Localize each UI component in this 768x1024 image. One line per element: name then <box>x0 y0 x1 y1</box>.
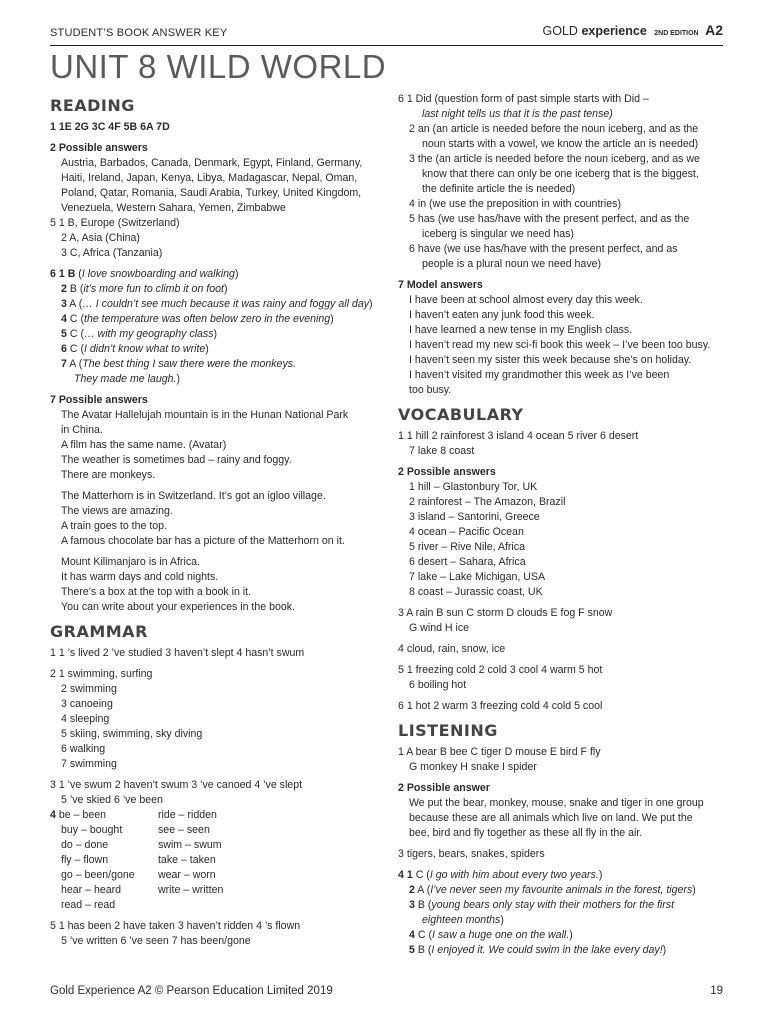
vocabulary-q5-line: 5 1 freezing cold 2 cold 3 cool 4 warm 5 hot <box>398 664 603 676</box>
grammar-q7-label: 7 Model answers <box>398 279 483 291</box>
vocabulary-q2-item: 8 coast – Jurassic coast, UK <box>409 586 543 598</box>
reading-q7-line: in China. <box>61 424 103 436</box>
grammar-q7-line: I haven’t seen my sister this week because she’s on holiday. <box>409 354 692 366</box>
vocabulary-q3-line: G wind H ice <box>409 622 470 634</box>
listening-q3: 3 tigers, bears, snakes, spiders <box>398 848 545 860</box>
reading-q7-line: A film has the same name. (Avatar) <box>61 439 227 451</box>
grammar-q6-item-cont: last night tells us that it is the past tense) <box>422 108 613 120</box>
reading-q7-line: There’s a box at the top with a book in it. <box>61 586 252 598</box>
reading-q7-line: You can write about your experiences in the book. <box>61 601 295 613</box>
listening-heading: LISTENING <box>398 721 498 740</box>
grammar-q3-line: 3 1 ’ve swum 2 haven’t swum 3 ’ve canoed 4 ’ve slept <box>50 779 303 791</box>
listening-q2-label: 2 Possible answer <box>398 782 490 794</box>
grammar-q7-line: I have been at school almost every day this week. <box>409 294 643 306</box>
reading-q6-item: 6 C (I didn’t know what to write) <box>61 343 209 355</box>
reading-q7-line: The views are amazing. <box>61 505 173 517</box>
grammar-q7-line: I haven’t visited my grandmother this week as I’ve been <box>409 369 670 381</box>
reading-q6-item: 7 A (The best thing I saw there were the monkeys. <box>61 358 296 370</box>
verb-form: do – done <box>61 839 109 851</box>
brand-gold: GOLD <box>542 24 578 38</box>
grammar-q1: 1 1 ’s lived 2 ’ve studied 3 haven’t slept 4 hasn’t swum <box>50 647 305 659</box>
reading-q7-line: It has warm days and cold nights. <box>61 571 219 583</box>
verb-form: fly – flown <box>61 854 109 866</box>
grammar-q7-line: I have learned a new tense in my English class. <box>409 324 633 336</box>
copyright-text: Gold Experience A2 © Pearson Education Limited 2019 <box>50 985 333 997</box>
grammar-q6-item: 4 in (we use the preposition in with countries) <box>409 198 621 210</box>
book-brand <box>543 22 723 38</box>
verb-form: 4 be – been <box>50 809 106 821</box>
grammar-q6-item-cont: people is a plural noun we need have) <box>422 258 602 270</box>
answer-key-label: STUDENT’S BOOK ANSWER KEY <box>50 27 228 39</box>
reading-q5-item: 2 A, Asia (China) <box>61 232 140 244</box>
grammar-q7-line: too busy. <box>409 384 452 396</box>
grammar-q6-item-cont: noun starts with a vowel, we know the article an is needed) <box>422 138 699 150</box>
vocabulary-q2-item: 4 ocean – Pacific Ocean <box>409 526 524 538</box>
reading-q7-line: The weather is sometimes bad – rainy and foggy. <box>61 454 292 466</box>
grammar-q6-item-cont: the definite article the is needed) <box>422 183 576 195</box>
verb-form: ride – ridden <box>158 809 217 821</box>
vocabulary-q1-line: 1 1 hill 2 rainforest 3 island 4 ocean 5 river 6 desert <box>398 430 639 442</box>
grammar-q6-item: 3 the (an article is needed before the noun iceberg, and as we <box>409 153 700 165</box>
reading-q7-line: Mount Kilimanjaro is in Africa. <box>61 556 200 568</box>
vocabulary-q2-item: 2 rainforest – The Amazon, Brazil <box>409 496 566 508</box>
vocabulary-q1-line: 7 lake 8 coast <box>409 445 475 457</box>
listening-q4-item-cont: eighteen months) <box>422 914 504 926</box>
reading-q2-countries: Austria, Barbados, Canada, Denmark, Egypt, Finland, Germany, Haiti, Ireland, Japan, Kenya, Libya, Madagascar, Nepal, Oman, Poland, Qatar, Romania, Saudi Arabia, Turkey, United Kingdom, Venezuela, Western Sahara, Yemen, Zimbabwe <box>61 157 363 214</box>
vocabulary-q2-item: 1 hill – Glastonbury Tor, UK <box>409 481 538 493</box>
brand-level: A2 <box>705 22 723 38</box>
vocabulary-q4: 4 cloud, rain, snow, ice <box>398 643 506 655</box>
verb-form: hear – heard <box>61 884 122 896</box>
reading-q6-item: 5 C (… with my geography class) <box>61 328 218 340</box>
vocabulary-q2-item: 7 lake – Lake Michigan, USA <box>409 571 546 583</box>
reading-q2-label: 2 Possible answers <box>50 142 148 154</box>
grammar-q6-item: 5 has (we use has/have with the present perfect, and as the <box>409 213 690 225</box>
vocabulary-q2-item: 3 island – Santorini, Greece <box>409 511 540 523</box>
reading-q6-item: 2 B (it’s more fun to climb it on foot) <box>61 283 228 295</box>
grammar-q2-item: 3 canoeing <box>61 698 113 710</box>
unit-title: UNIT 8 WILD WORLD <box>50 48 387 85</box>
verb-form <box>158 898 372 913</box>
verb-form: buy – bought <box>61 824 123 836</box>
grammar-q6-item: 2 an (an article is needed before the noun iceberg, and as the <box>409 123 699 135</box>
verb-form: swim – swum <box>158 839 222 851</box>
header-divider <box>50 45 723 46</box>
listening-q4-item: 3 B (young bears only stay with their mothers for the first <box>409 899 675 911</box>
listening-q1-line: G monkey H snake I spider <box>409 761 537 773</box>
verb-form: go – been/gone <box>61 869 135 881</box>
reading-q6-item: 6 1 B (I love snowboarding and walking) <box>50 268 239 280</box>
reading-q6-item-cont: They made me laugh.) <box>74 373 180 385</box>
listening-q4-item: 4 1 C (I go with him about every two years.) <box>398 869 603 881</box>
reading-q7-line: A famous chocolate bar has a picture of the Matterhorn on it. <box>61 535 345 547</box>
grammar-q2-item: 6 walking <box>61 743 106 755</box>
grammar-q2-item: 7 swimming <box>61 758 117 770</box>
listening-q4-item: 4 C (I saw a huge one on the wall.) <box>409 929 573 941</box>
vocabulary-heading: VOCABULARY <box>398 405 524 424</box>
grammar-q5-line: 5 ’ve written 6 ’ve seen 7 has been/gone <box>61 935 251 947</box>
listening-q2-line: because these are all animals which live on land. We put the <box>409 812 693 824</box>
grammar-q6-item: 6 have (we use has/have with the present perfect, and as <box>409 243 678 255</box>
vocabulary-q5-line: 6 boiling hot <box>409 679 467 691</box>
reading-q7-line: There are monkeys. <box>61 469 156 481</box>
verb-form: read – read <box>61 899 116 911</box>
brand-experience: experience <box>581 24 647 38</box>
grammar-q6-item: 6 1 Did (question form of past simple starts with Did – <box>398 93 649 105</box>
right-column <box>398 92 723 958</box>
reading-q7-line: A train goes to the top. <box>61 520 168 532</box>
verb-form: see – seen <box>158 824 210 836</box>
vocabulary-q2-item: 6 desert – Sahara, Africa <box>409 556 526 568</box>
vocabulary-q3-line: 3 A rain B sun C storm D clouds E fog F snow <box>398 607 613 619</box>
grammar-q7-line: I haven’t read my new sci-fi book this week – I’ve been too busy. <box>409 339 711 351</box>
listening-q4-item: 2 A (I’ve never seen my favourite animals in the forest, tigers) <box>409 884 696 896</box>
reading-q5-item: 3 C, Africa (Tanzania) <box>61 247 163 259</box>
reading-q6-item: 4 C (the temperature was often below zero in the evening) <box>61 313 334 325</box>
left-column <box>50 95 372 949</box>
listening-q4-item: 5 B (I enjoyed it. We could swim in the lake every day!) <box>409 944 667 956</box>
grammar-q6-item-cont: know that there can only be one iceberg that is the biggest, <box>422 168 699 180</box>
reading-q7-label: 7 Possible answers <box>50 394 148 406</box>
grammar-q4-verb-table <box>50 808 372 913</box>
verb-form: write – written <box>158 884 224 896</box>
reading-q5-item: 5 1 B, Europe (Switzerland) <box>50 217 180 229</box>
grammar-q2-item: 4 sleeping <box>61 713 110 725</box>
grammar-q2-item: 2 swimming <box>61 683 117 695</box>
verb-form: take – taken <box>158 854 216 866</box>
page-header <box>50 22 723 44</box>
page-footer <box>50 985 723 997</box>
verb-form: wear – worn <box>158 869 216 881</box>
page-number: 19 <box>710 985 723 997</box>
grammar-q3-line: 5 ’ve skied 6 ’ve been <box>61 794 163 806</box>
grammar-q5-line: 5 1 has been 2 have taken 3 haven’t ridden 4 ’s flown <box>50 920 301 932</box>
brand-edition: 2ND EDITION <box>654 30 699 37</box>
reading-heading: READING <box>50 96 135 115</box>
reading-q6-item: 3 A (… I couldn’t see much because it was rainy and foggy all day) <box>61 298 373 310</box>
grammar-q6-item-cont: iceberg is singular we need has) <box>422 228 574 240</box>
listening-q1-line: 1 A bear B bee C tiger D mouse E bird F fly <box>398 746 601 758</box>
grammar-q2-item: 2 1 swimming, surfing <box>50 668 153 680</box>
listening-q2-line: We put the bear, monkey, mouse, snake and tiger in one group <box>409 797 704 809</box>
reading-q7-line: The Avatar Hallelujah mountain is in the Hunan National Park <box>61 409 349 421</box>
vocabulary-q6: 6 1 hot 2 warm 3 freezing cold 4 cold 5 cool <box>398 700 603 712</box>
listening-q2-line: bee, bird and fly together as these all fly in the air. <box>409 827 643 839</box>
vocabulary-q2-label: 2 Possible answers <box>398 466 496 478</box>
grammar-q2-item: 5 skiing, swimming, sky diving <box>61 728 203 740</box>
reading-q7-line: The Matterhorn is in Switzerland. It’s got an igloo village. <box>61 490 326 502</box>
grammar-heading: GRAMMAR <box>50 622 148 641</box>
reading-q1: 1 1E 2G 3C 4F 5B 6A 7D <box>50 121 170 133</box>
grammar-q7-line: I haven’t eaten any junk food this week. <box>409 309 595 321</box>
vocabulary-q2-item: 5 river – Rive Nile, Africa <box>409 541 525 553</box>
